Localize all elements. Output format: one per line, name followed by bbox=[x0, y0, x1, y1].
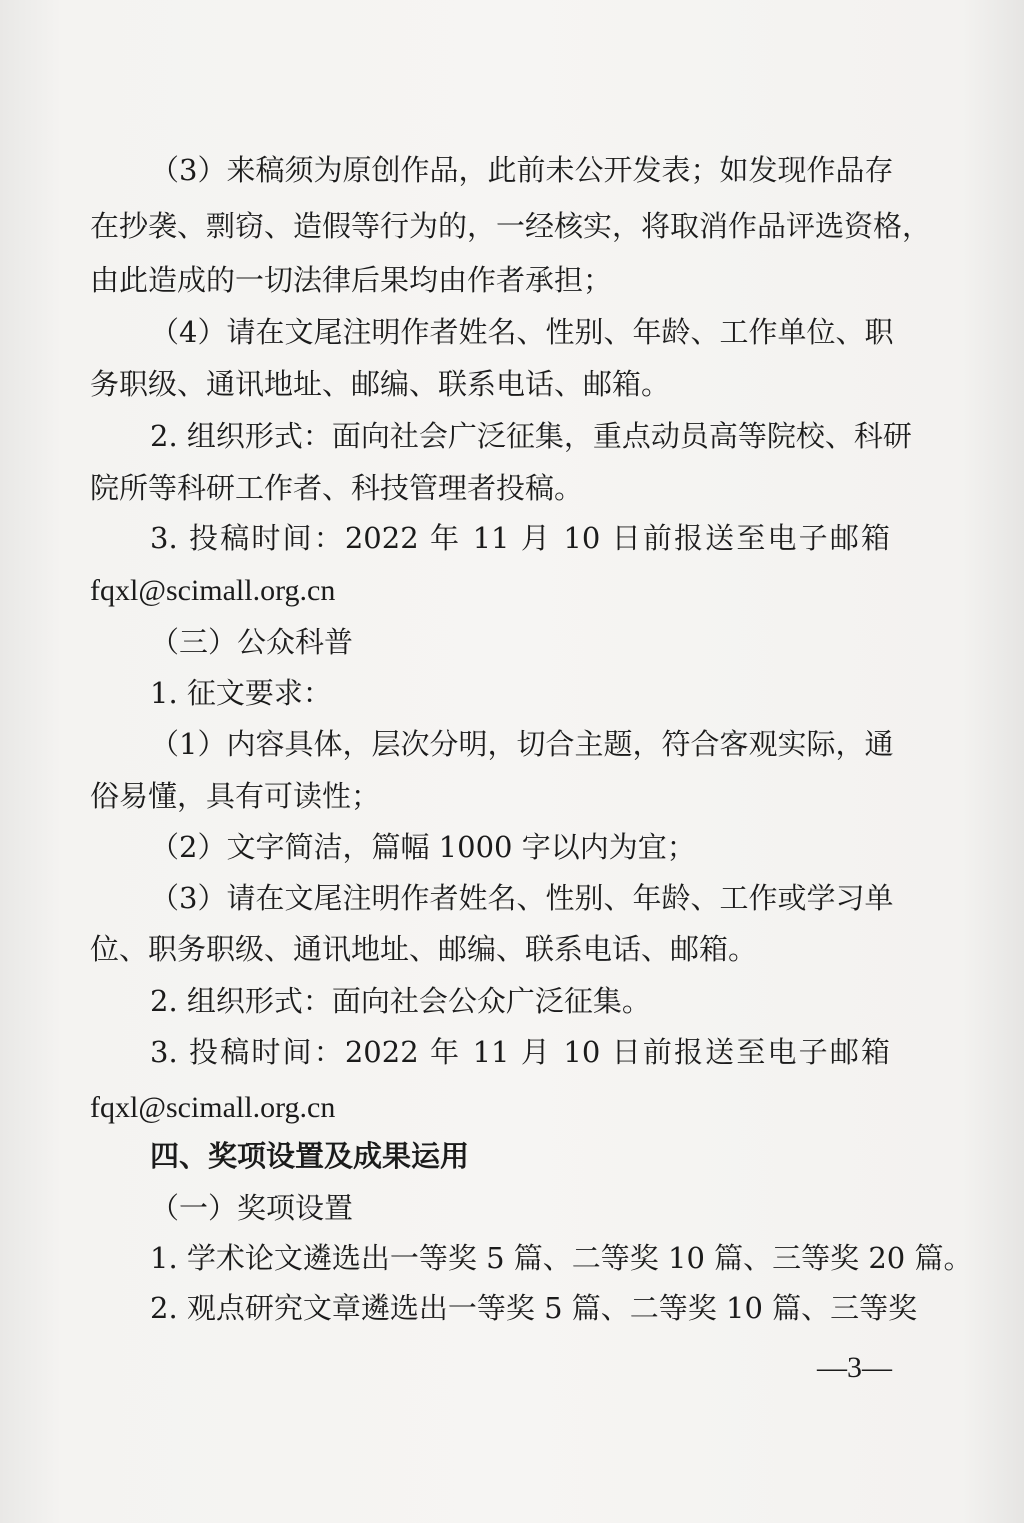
subsection-heading: 1. 征文要求： bbox=[150, 676, 332, 710]
text-line: 院所等科研工作者、科技管理者投稿。 bbox=[90, 471, 584, 505]
section-heading-bold: 四、奖项设置及成果运用 bbox=[150, 1139, 470, 1173]
text-line: 务职级、通讯地址、邮编、联系电话、邮箱。 bbox=[90, 367, 671, 401]
text-line: 1. 学术论文遴选出一等奖 5 篇、二等奖 10 篇、三等奖 20 篇。 bbox=[150, 1241, 973, 1275]
email-address: fqxl@scimall.org.cn bbox=[90, 574, 336, 607]
text-line: 在抄袭、剽窃、造假等行为的，一经核实，将取消作品评选资格， bbox=[90, 209, 932, 243]
text-line: 2. 组织形式：面向社会广泛征集，重点动员高等院校、科研 bbox=[150, 419, 912, 453]
text-line: （3）来稿须为原创作品，此前未公开发表；如发现作品存 bbox=[150, 153, 894, 187]
text-line: （2）文字简洁，篇幅 1000 字以内为宜； bbox=[150, 830, 696, 864]
text-line: 2. 组织形式：面向社会公众广泛征集。 bbox=[150, 984, 651, 1018]
text-line: （1）内容具体，层次分明，切合主题，符合客观实际，通 bbox=[150, 727, 894, 761]
text-line: 俗易懂，具有可读性； bbox=[90, 779, 381, 813]
page-number: —3— bbox=[817, 1351, 892, 1384]
section-heading: （三）公众科普 bbox=[150, 625, 354, 659]
text-line: 3. 投稿时间：2022 年 11 月 10 日前报送至电子邮箱 bbox=[150, 521, 890, 555]
email-address: fqxl@scimall.org.cn bbox=[90, 1091, 336, 1124]
subsection-heading: （一）奖项设置 bbox=[150, 1191, 354, 1225]
text-line: 3. 投稿时间：2022 年 11 月 10 日前报送至电子邮箱 bbox=[150, 1035, 890, 1069]
text-line: 位、职务职级、通讯地址、邮编、联系电话、邮箱。 bbox=[90, 932, 758, 966]
text-line: （4）请在文尾注明作者姓名、性别、年龄、工作单位、职 bbox=[150, 315, 894, 349]
text-line: （3）请在文尾注明作者姓名、性别、年龄、工作或学习单 bbox=[150, 881, 894, 915]
text-line: 2. 观点研究文章遴选出一等奖 5 篇、二等奖 10 篇、三等奖 bbox=[150, 1291, 918, 1325]
text-line: 由此造成的一切法律后果均由作者承担； bbox=[90, 263, 613, 297]
